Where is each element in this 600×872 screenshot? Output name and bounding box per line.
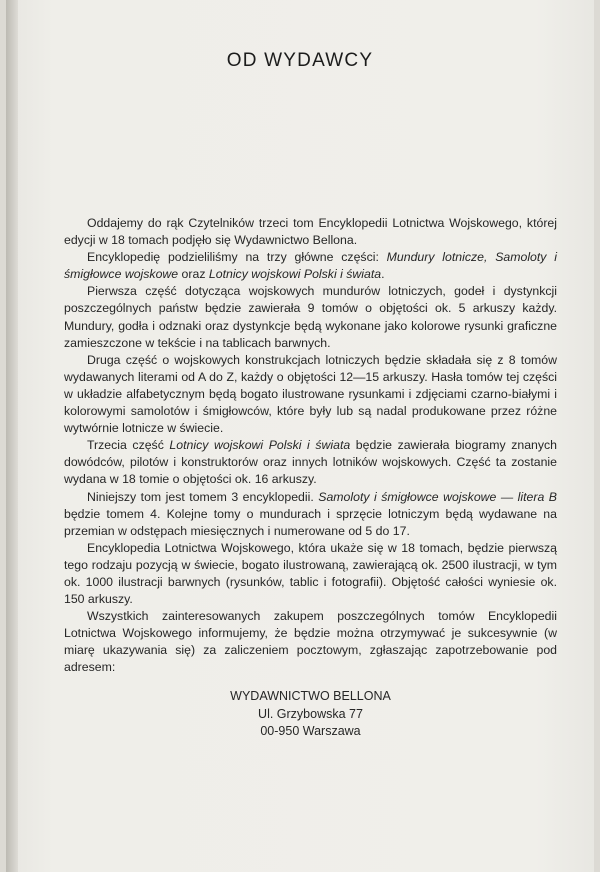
publisher-street: Ul. Grzybowska 77 [258,706,363,721]
paragraph-3: Pierwsza część dotycząca wojskowych mundurów lotniczych, godeł i dystynkcji poszczególnych państw będzie zawierała 9 tomów o objętości ok. 5 arkuszy każdy. Mundury, godła i odznaki oraz dystynkcje będą wykonane jako kolorowe rysunki graficzne zamieszczone w tekście i na tablicach barwnych. [64,284,557,350]
publisher-address [64,688,557,741]
paragraph-2: Encyklopedię podzieliliśmy na trzy główne części: Mundury lotnicze, Samoloty i śmigłowce wojskowe oraz Lotnicy wojskowi Polski i świata. [64,250,557,282]
paragraph-1: Oddajemy do rąk Czytelników trzeci tom Encyklopedii Lotnictwa Wojskowego, której edycji w 18 tomach podjęło się Wydawnictwo Bellona. [64,216,557,248]
page-spine-shadow [6,0,18,872]
page-title: OD WYDAWCY [226,50,374,71]
book-page [6,0,594,872]
body-text [64,215,557,677]
publisher-name: WYDAWNICTWO BELLONA [230,689,391,703]
paragraph-7: Encyklopedia Lotnictwa Wojskowego, która ukaże się w 18 tomach, będzie pierwszą tego rodzaju pozycją w świecie, bogato ilustrowaną, zawierającą ok. 2500 ilustracji, w tym ok. 1000 ilustracji barwnych (rysunków, tablic i fotografii). Objętość całości wyniesie ok. 150 arkuszy. [64,540,557,607]
paragraph-4: Druga część o wojskowych konstrukcjach lotniczych będzie składała się z 8 tomów wydawanych literami od A do Z, każdy o objętości 12—15 arkuszy. Hasła tomów tej części w układzie alfabetycznym będą bogato ilustrowane rysunkami i zdjęciami czarno-białymi i kolorowymi samolotów i śmigłowców, które były lub są nadal produkowane przez różne wytwórnie lotnicze w świecie. [64,352,557,436]
paragraph-6: Niniejszy tom jest tomem 3 encyklopedii. Samoloty i śmigłowce wojskowe — litera B będzie tomem 4. Kolejne tomy o mundurach i sprzęcie lotniczym będą wydawane na przemian w odstępach miesięcznych i numerowane od 5 do 17. [64,489,557,538]
publisher-city: 00-950 Warszawa [260,724,361,738]
paragraph-8: Wszystkich zainteresowanych zakupem poszczególnych tomów Encyklopedii Lotnictwa Wojskowego informujemy, że będzie można otrzymywać je sukcesywnie (w miarę ukazywania się) za zaliczeniem pocztowym, zgłaszając zapotrzebowanie pod adresem: [64,609,557,675]
paragraph-5: Trzecia część Lotnicy wojskowi Polski i świata będzie zawierała biogramy znanych dowódców, pilotów i konstruktorów oraz innych lotników wojskowych. Część ta zostanie wydana w 18 tomie o objętości ok. 16 arkuszy. [64,438,558,487]
